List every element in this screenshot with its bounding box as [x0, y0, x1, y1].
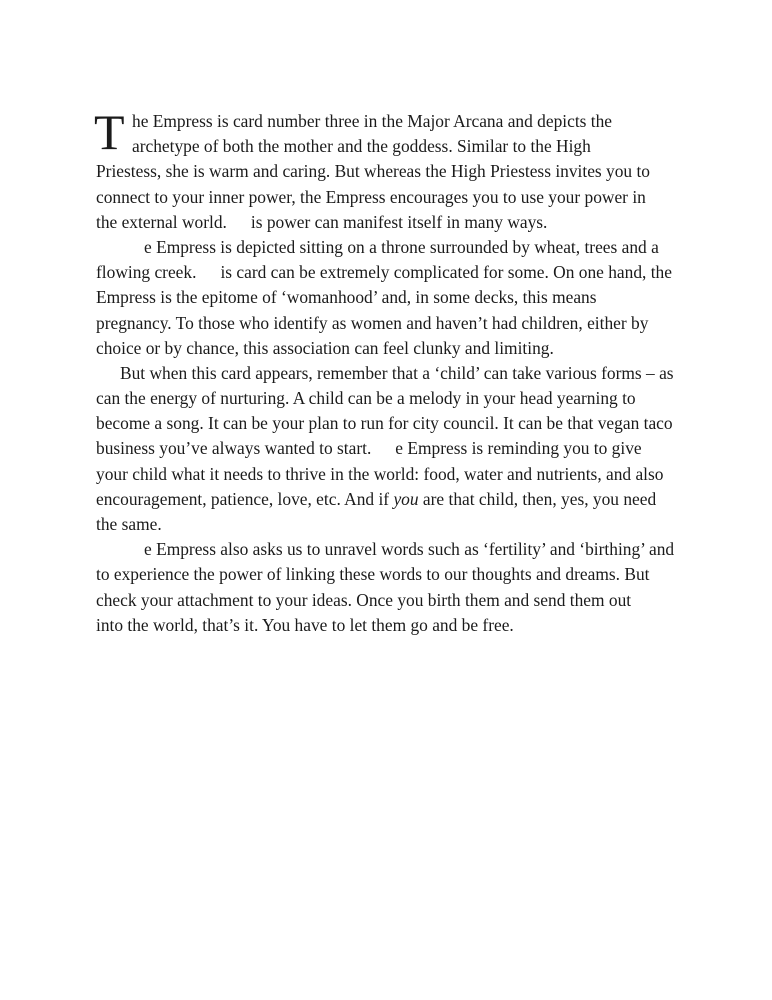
body-text	[94, 104, 686, 638]
paragraph-3-line-4-start: business you’ve always wanted to start.	[96, 438, 372, 459]
paragraph-4-line-4: into the world, that’s it. You have to let them go and be free.	[96, 614, 514, 635]
paragraph-1-line-5-start: the external world.	[96, 211, 227, 232]
paragraph-2-line-2	[96, 260, 686, 285]
paragraph-3-line-7: the same.	[96, 514, 162, 534]
drop-cap: T	[94, 104, 125, 160]
paragraph-3-line-3: become a song. It can be your plan to run for city council. It can be that vegan taco	[96, 413, 673, 434]
paragraph-3-line-2: can the energy of nurturing. A child can be a melody in your head yearning to	[96, 388, 636, 409]
paragraph-2-line-2-end: is card can be extremely complicated for some. On one hand, the	[220, 262, 672, 283]
paragraph-1-line-3: Priestess, she is warm and caring. But whereas the High Priestess invites you to	[96, 161, 650, 182]
paragraph-1-line-1: he Empress is card number three in the Major Arcana and depicts the	[132, 111, 613, 131]
paragraph-2-line-5: choice or by chance, this association can feel clunky and limiting.	[96, 337, 554, 358]
paragraph-2-line-4: pregnancy. To those who identify as women and haven’t had children, either by	[96, 312, 649, 333]
paragraph-2-line-3: Empress is the epitome of ‘womanhood’ and, in some decks, this means	[96, 287, 597, 308]
paragraph-1-line-5-end: is power can manifest itself in many ways.	[250, 211, 548, 232]
paragraph-2-line-1: e Empress is depicted sitting on a throne surrounded by wheat, trees and a	[144, 236, 659, 257]
paragraph-3-line-5: your child what it needs to thrive in the world: food, water and nutrients, and also	[96, 463, 664, 484]
paragraph-4-line-3: check your attachment to your ideas. Once you birth them and send them out	[96, 589, 632, 610]
paragraph-3-line-6-end: are that child, then, yes, you need	[418, 488, 657, 509]
paragraph-1-line-5	[96, 210, 686, 235]
paragraph-3-line-4-end: e Empress is reminding you to give	[395, 438, 642, 459]
paragraph-3-line-4	[96, 436, 686, 461]
paragraph-2-line-2-start: flowing creek.	[96, 262, 197, 283]
paragraph-1-line-4: connect to your inner power, the Empress encourages you to use your power in	[96, 186, 646, 207]
paragraph-3-line-1: But when this card appears, remember that a ‘child’ can take various forms – as	[120, 362, 674, 383]
paragraph-3-line-6	[96, 487, 686, 512]
paragraph-3-line-6-start: encouragement, patience, love, etc. And if	[96, 488, 394, 509]
paragraph-1-line-2: archetype of both the mother and the goddess. Similar to the High	[132, 136, 591, 157]
paragraph-4-line-1: e Empress also asks us to unravel words such as ‘fertility’ and ‘birthing’ and	[144, 539, 675, 560]
paragraph-4-line-2: to experience the power of linking these words to our thoughts and dreams. But	[96, 564, 650, 585]
emphasis-you: you	[393, 488, 419, 509]
